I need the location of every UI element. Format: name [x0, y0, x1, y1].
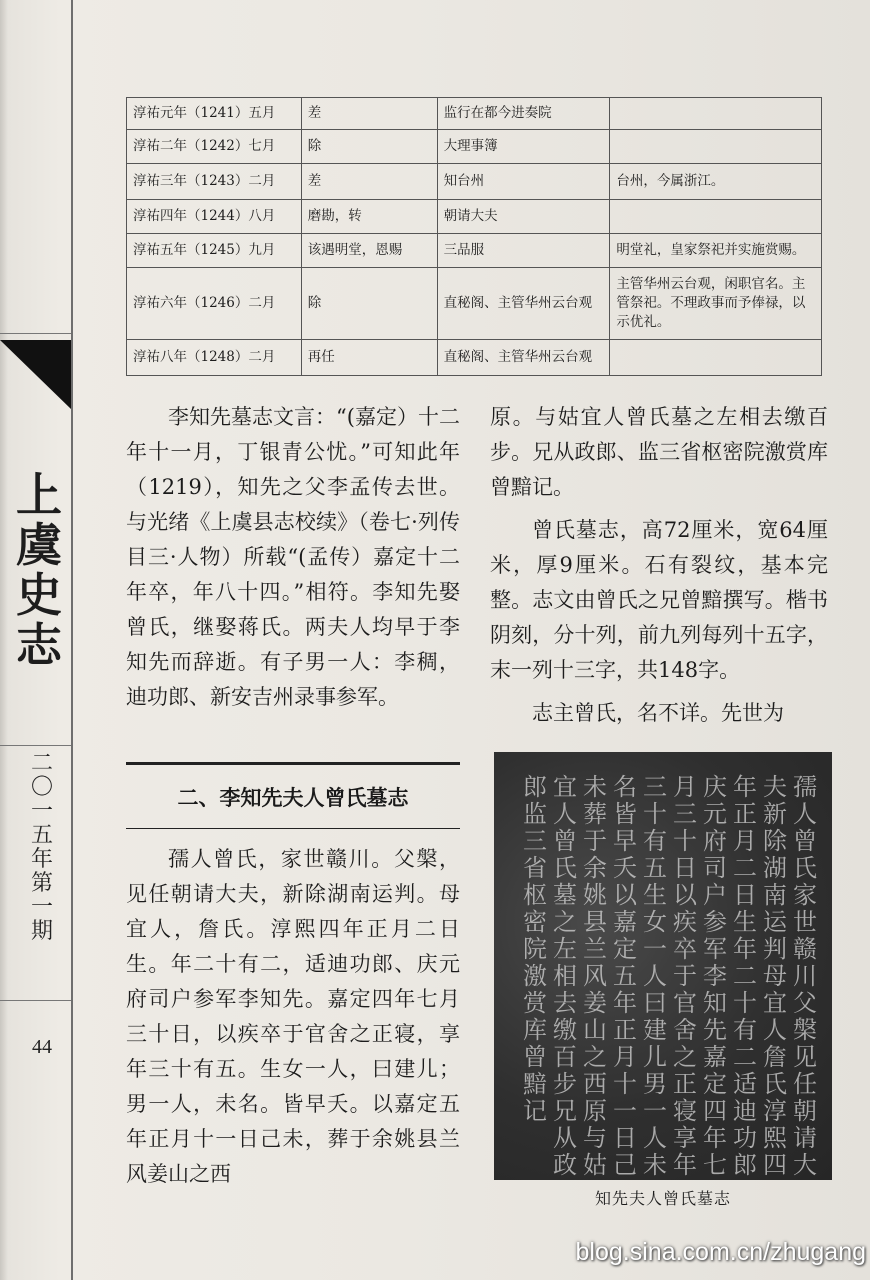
- rubbing-column: 年正月二日生年二十有二适迪功郎: [733, 773, 757, 1179]
- article-left-column-top: [126, 400, 460, 715]
- table-row: [127, 164, 822, 200]
- margin-black-triangle: [0, 340, 72, 410]
- article-left-column-bottom: [126, 842, 460, 1192]
- table-cell-date: 淳祐二年（1242）七月: [127, 130, 302, 164]
- issue-date: 二〇一五年 第一期: [30, 751, 53, 944]
- table-cell-post: 大理事簿: [437, 130, 610, 164]
- article-paragraph: 原。与姑宜人曾氏墓之左相去缴百步。兄从政郎、监三省枢密院激赏库曾黯记。: [490, 405, 828, 499]
- table-row: [127, 200, 822, 234]
- table-row: [127, 340, 822, 376]
- table-cell-note: 主管华州云台观，闲职官名。主管祭祀。不理政事而予俸禄，以示优礼。: [610, 268, 822, 340]
- rubbing-column: 孺人曾氏家世赣川父槃见任朝请大: [793, 773, 817, 1179]
- margin-divider-mid: [0, 745, 72, 746]
- table-row: [127, 98, 822, 130]
- table-cell-post: 监行在都今进奏院: [437, 98, 610, 130]
- table-cell-date: 淳祐元年（1241）五月: [127, 98, 302, 130]
- article-paragraph: 孺人曾氏，家世赣川。父槃，见任朝请大夫，新除湖南运判。母宜人，詹氏。淳熙四年正月二日生。年二十有二，适迪功郎、庆元府司户参军李知先。嘉定四年七月三十日，以疾卒于官舍之正寝，享年三十有五。生女一人，曰建儿；男一人，未名。皆早夭。以嘉定五年正月十一日己未，葬于余姚县兰风姜山之西: [126, 847, 460, 1186]
- table-cell-note: [610, 340, 822, 376]
- table-row: [127, 130, 822, 164]
- margin-rule: [71, 0, 73, 1280]
- table-cell-post: 直秘阁、主管华州云台观: [437, 268, 610, 340]
- table-cell-note: [610, 130, 822, 164]
- watermark: blog.sina.com.cn/zhugang: [575, 1238, 866, 1266]
- table-cell-action: 差: [301, 98, 437, 130]
- table-cell-note: 台州，今属浙江。: [610, 164, 822, 200]
- table-cell-post: 三品服: [437, 234, 610, 268]
- table-cell-post: 直秘阁、主管华州云台观: [437, 340, 610, 376]
- table-cell-post: 朝请大夫: [437, 200, 610, 234]
- table-cell-action: 差: [301, 164, 437, 200]
- rubbing-column: 宜人曾氏墓之左相去缴百步兄从政: [553, 773, 577, 1179]
- article-paragraph: 李知先墓志文言：“(嘉定）十二年十一月，丁银青公忧。”可知此年（1219），知先之父李孟传去世。与光绪《上虞县志校续》（卷七·列传目三·人物）所载“(孟传）嘉定十二年卒，年八十四。”相符。李知先娶曾氏，继娶蒋氏。两夫人均早于李知先而辞逝。有子男一人：李稠，迪功郎、新安吉州录事参军。: [126, 405, 460, 709]
- section-rule-top: [126, 762, 460, 765]
- article-paragraph: 曾氏墓志，高72厘米，宽64厘米，厚9厘米。石有裂纹，基本完整。志文由曾氏之兄曾黯撰写。楷书阴刻，分十列，前九列每列十五字，末一列十三字，共148字。: [490, 518, 828, 682]
- rubbing-column: 未葬于余姚县兰风姜山之西原与姑: [583, 773, 607, 1179]
- epitaph-rubbing-image: [494, 752, 832, 1180]
- rubbing-column: 三十有五生女一人曰建儿男一人未: [643, 773, 667, 1179]
- table-cell-date: 淳祐五年（1245）九月: [127, 234, 302, 268]
- page-number: 44: [32, 1036, 52, 1058]
- table-cell-action: 再任: [301, 340, 437, 376]
- page-margin: [0, 0, 72, 1280]
- journal-title: 上虞史志: [16, 468, 62, 672]
- table-cell-date: 淳祐四年（1244）八月: [127, 200, 302, 234]
- table-cell-action: 该遇明堂，恩赐: [301, 234, 437, 268]
- table-cell-date: 淳祐八年（1248）二月: [127, 340, 302, 376]
- margin-divider-low: [0, 1000, 72, 1001]
- table-cell-action: 除: [301, 268, 437, 340]
- table-cell-note: [610, 98, 822, 130]
- table-cell-date: 淳祐六年（1246）二月: [127, 268, 302, 340]
- article-paragraph: 志主曾氏，名不详。先世为: [532, 701, 784, 725]
- article-right-column: [490, 400, 828, 731]
- rubbing-column: 夫新除湖南运判母宜人詹氏淳熙四: [763, 773, 787, 1179]
- career-record-table: [126, 97, 822, 376]
- table-cell-action: 磨勘，转: [301, 200, 437, 234]
- rubbing-caption: 知先夫人曾氏墓志: [594, 1189, 731, 1208]
- section-rule-bottom: [126, 828, 460, 829]
- section-heading: 二、李知先夫人曾氏墓志: [177, 786, 409, 810]
- table-cell-note: [610, 200, 822, 234]
- table-cell-action: 除: [301, 130, 437, 164]
- rubbing-column: 月三十日以疾卒于官舍之正寝享年: [673, 773, 697, 1179]
- table-cell-note: 明堂礼，皇家祭祀并实施赏赐。: [610, 234, 822, 268]
- rubbing-column: 名皆早夭以嘉定五年正月十一日己: [613, 773, 637, 1179]
- table-cell-date: 淳祐三年（1243）二月: [127, 164, 302, 200]
- margin-divider-top: [0, 333, 72, 334]
- table-row: [127, 268, 822, 340]
- table-row: [127, 234, 822, 268]
- rubbing-column: 庆元府司户参军李知先嘉定四年七: [703, 773, 727, 1179]
- rubbing-column: 郎监三省枢密院激赏库曾黯记: [523, 773, 547, 1125]
- table-cell-post: 知台州: [437, 164, 610, 200]
